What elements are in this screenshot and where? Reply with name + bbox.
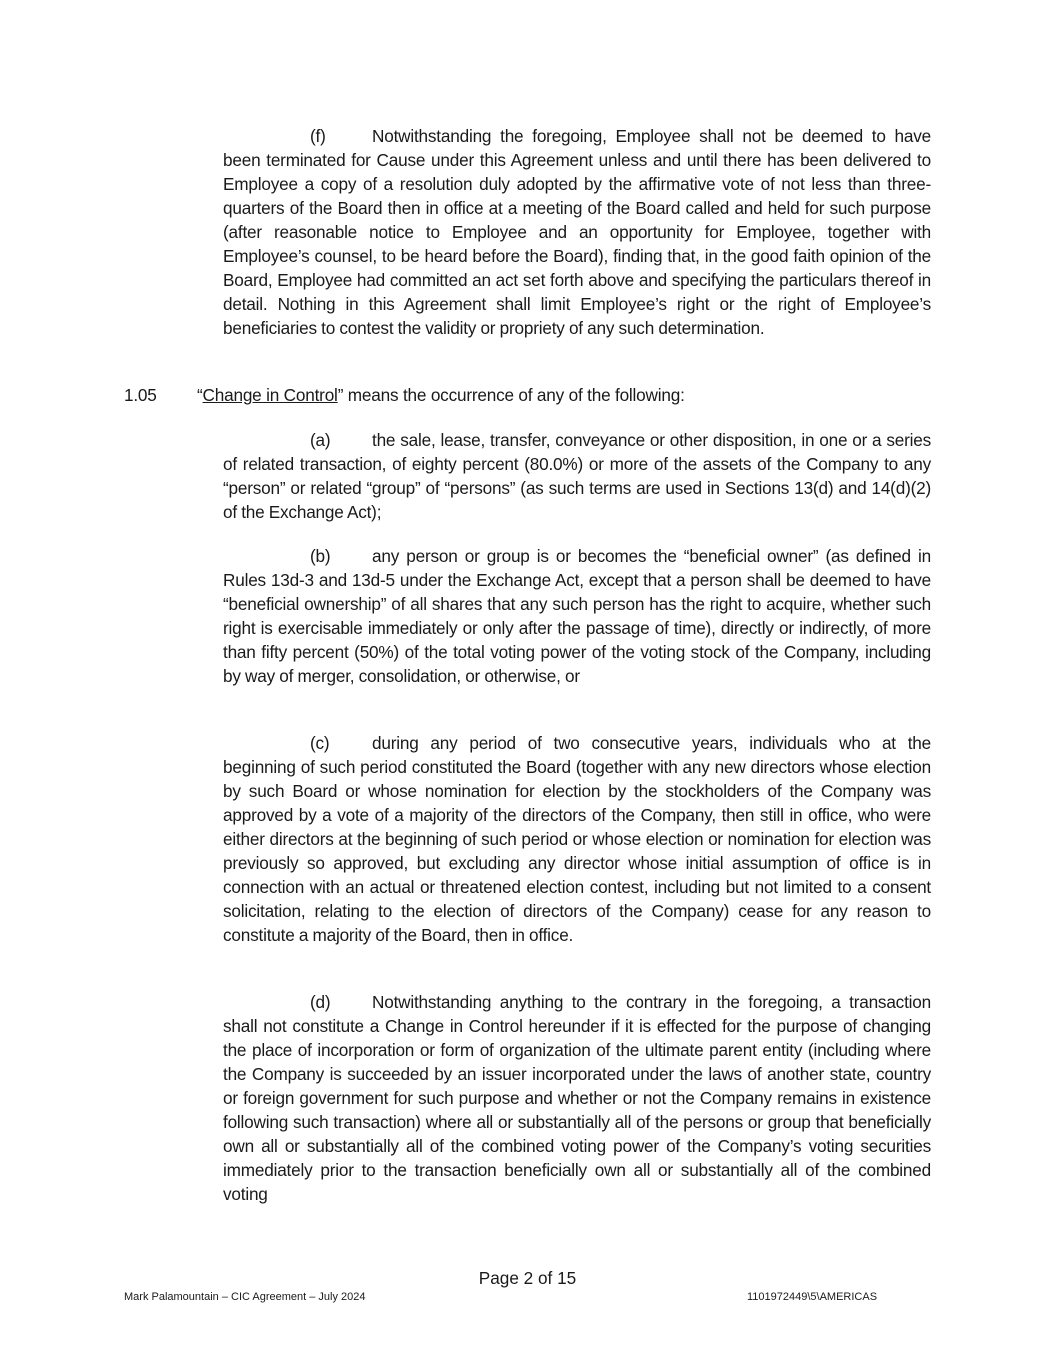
- paragraph-text: during any period of two consecutive years, individuals who at the beginning of such period constituted the Board (together with any new directors whose election by such Board or whose nomination for election by the stockholders of the Company was approved by a vote of a majority of the directors of the Company, then still in office, who were either directors at the beginning of such period or whose election or nomination for election was previously so approved, but excluding any director whose initial assumption of office is in connection with an actual or threatened election contest, including but not limited to a consent solicitation, relating to the election of directors of the Company) cease for any reason to constitute a majority of the Board, then in office.: [223, 733, 931, 945]
- open-quote: “: [197, 385, 203, 405]
- page-number: Page 2 of 15: [478, 1268, 577, 1288]
- paragraph-label: (a): [310, 430, 331, 450]
- footer-document-title: Mark Palamountain – CIC Agreement – July 2024: [124, 1291, 366, 1303]
- section-heading-1-05: [124, 383, 685, 407]
- paragraph-d: [223, 990, 931, 1206]
- paragraph-f: [223, 124, 931, 340]
- paragraph-b: [223, 544, 931, 688]
- footer-document-id: 1101972449\5\AMERICAS: [747, 1291, 878, 1303]
- section-text: means the occurrence of any of the following:: [343, 385, 685, 405]
- defined-term: Change in Control: [202, 385, 338, 405]
- paragraph-text: the sale, lease, transfer, conveyance or other disposition, in one or a series of related transaction, of eighty percent (80.0%) or more of the assets of the Company to any “person” or related “group” of “persons” (as such terms are used in Sections 13(d) and 14(d)(2) of the Exchange Act);: [223, 430, 931, 522]
- paragraph-a: [223, 428, 931, 524]
- paragraph-label: (b): [310, 546, 331, 566]
- section-number: 1.05: [124, 385, 157, 405]
- close-quote: ”: [337, 385, 344, 405]
- paragraph-text: any person or group is or becomes the “beneficial owner” (as defined in Rules 13d-3 and 13d-5 under the Exchange Act, except that a person shall be deemed to have “beneficial ownership” of all shares that any such person has the right to acquire, whether such right is exercisable immediately or only after the passage of time), directly or indirectly, of more than fifty percent (50%) of the total voting power of the voting stock of the Company, including by way of merger, consolidation, or otherwise, or: [223, 546, 931, 686]
- paragraph-label: (d): [310, 992, 331, 1012]
- paragraph-label: (f): [310, 126, 326, 146]
- paragraph-text: Notwithstanding anything to the contrary in the foregoing, a transaction shall not constitute a Change in Control hereunder if it is effected for the purpose of changing the place of incorporation or form of organization of the ultimate parent entity (including where the Company is succeeded by an issuer incorporated under the laws of another state, country or foreign government for such purpose and whether or not the Company remains in existence following such transaction) where all or substantially all of the persons or group that beneficially own all or substantially all of the combined voting power of the Company’s voting securities immediately prior to the transaction beneficially own all or substantially all of the combined voting: [223, 992, 931, 1204]
- paragraph-label: (c): [310, 733, 330, 753]
- paragraph-text: Notwithstanding the foregoing, Employee shall not be deemed to have been terminated for Cause under this Agreement unless and until there has been delivered to Employee a copy of a resolution duly adopted by the affirmative vote of not less than three-quarters of the Board then in office at a meeting of the Board called and held for such purpose (after reasonable notice to Employee and an opportunity for Employee, together with Employee’s counsel, to be heard before the Board), finding that, in the good faith opinion of the Board, Employee had committed an act set forth above and specifying the particulars thereof in detail. Nothing in this Agreement shall limit Employee’s right or the right of Employee’s beneficiaries to contest the validity or propriety of any such determination.: [223, 126, 931, 338]
- paragraph-c: [223, 731, 931, 947]
